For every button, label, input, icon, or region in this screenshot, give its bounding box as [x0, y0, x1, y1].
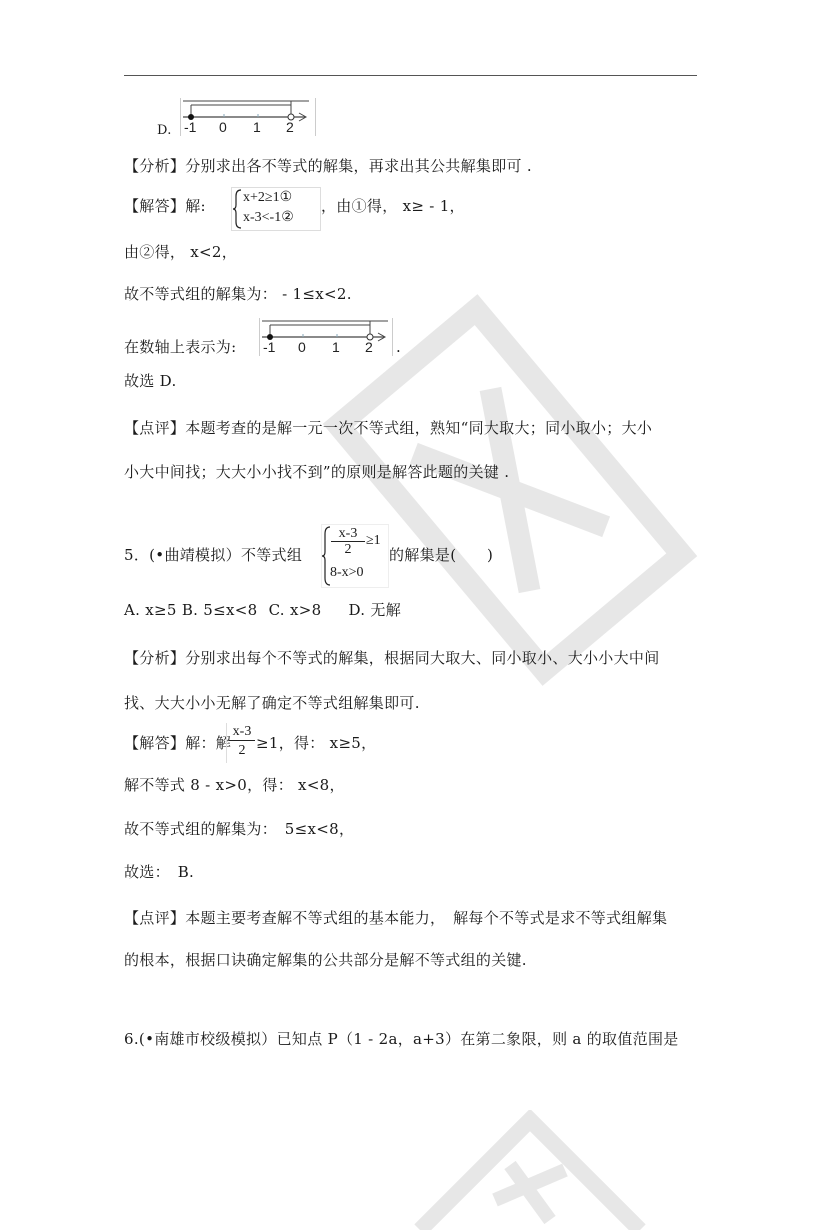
q5-system-denominator: 2: [344, 542, 352, 557]
svg-text:-1: -1: [263, 339, 276, 355]
q4-number-line-label: 在数轴上表示为:: [124, 338, 237, 356]
svg-text:2: 2: [365, 339, 373, 355]
q5-step2: 解不等式 8 - x>0，得： x<8，: [124, 776, 345, 794]
q5-comment-line-2: 的根本，根据口诀确定解集的公共部分是解不等式组的关键.: [124, 951, 527, 969]
q5-option-d: D. 无解: [348, 601, 402, 619]
q4-analysis: 【分析】分别求出各不等式的解集，再求出其公共解集即可 .: [124, 157, 532, 175]
q5-analysis-line-1: 【分析】分别求出每个不等式的解集，根据同大取大、同小取小、大小小大中间: [124, 649, 660, 667]
q5-system-top-rel: ≥1: [366, 533, 381, 548]
q4-choice: 故选 D.: [124, 372, 177, 390]
q5-fraction-numerator: x-3: [232, 724, 252, 739]
q4-solution-step1: ，由①得， x≥ - 1，: [321, 197, 465, 215]
q5-comment-line-1: 【点评】本题主要考查解不等式组的基本能力， 解每个不等式是求不等式组解集: [124, 909, 668, 927]
q6-stem: 6.(•南雄市校级模拟）已知点 P（1 - 2a，a+3）在第二象限，则 a 的取值范围是: [124, 1030, 679, 1048]
svg-text:0: 0: [219, 119, 227, 135]
option-d-label: D.: [157, 123, 172, 138]
q4-inequality-system: [231, 187, 321, 231]
number-line-option-d: [180, 98, 316, 136]
q4-comment-line-2: 小大中间找；大大小小找不到”的原则是解答此题的关键 .: [124, 463, 510, 481]
number-line-graphic: [260, 318, 392, 356]
q5-analysis-line-2: 找、大大小小无解了确定不等式组解集即可.: [124, 694, 420, 712]
q5-stem-prefix: 5．(•曲靖模拟）不等式组: [124, 546, 303, 564]
q5-inequality-system: [321, 524, 389, 588]
q4-system-row-2: x-3<-1②: [243, 210, 294, 225]
q5-solution-set: 故不等式组的解集为： 5≤x<8，: [124, 820, 355, 838]
q5-solution-step1: ≥1，得： x≥5，: [256, 734, 377, 752]
q4-solution-prefix: 【解答】解:: [124, 197, 206, 215]
svg-text:1: 1: [253, 119, 261, 135]
q5-option-a: A. x≥5: [124, 601, 177, 619]
number-line-graphic: [181, 98, 315, 136]
q4-system-row-1: x+2≥1①: [243, 190, 293, 205]
q4-comment-line-1: 【点评】本题考查的是解一元一次不等式组，熟知“同大取大；同小取小；大小: [124, 419, 653, 437]
svg-text:-1: -1: [184, 119, 197, 135]
q5-option-b: B. 5≤x<8: [181, 601, 258, 619]
q5-fraction-denominator: 2: [238, 743, 246, 758]
watermark-logo-bottom: [400, 1110, 660, 1230]
q4-step2: 由②得， x<2，: [124, 243, 238, 261]
q4-solution-set: 故不等式组的解集为： - 1≤x<2.: [124, 285, 352, 303]
svg-text:0: 0: [298, 339, 306, 355]
header-rule: [124, 75, 697, 76]
q5-system-numerator: x-3: [338, 526, 358, 541]
q5-solution-prefix: 【解答】解：解: [124, 734, 232, 752]
q5-choice: 故选： B.: [124, 863, 195, 881]
number-line-solution: [259, 318, 393, 356]
svg-text:2: 2: [286, 119, 294, 135]
q4-number-line-suffix: .: [396, 338, 402, 356]
q5-solution-fraction: [226, 723, 257, 763]
svg-text:1: 1: [332, 339, 340, 355]
q5-options: [124, 600, 401, 620]
q5-stem-suffix: 的解集是( ): [389, 546, 494, 564]
q5-option-c: C. x>8: [268, 601, 322, 619]
q5-system-bottom: 8-x>0: [330, 565, 364, 580]
